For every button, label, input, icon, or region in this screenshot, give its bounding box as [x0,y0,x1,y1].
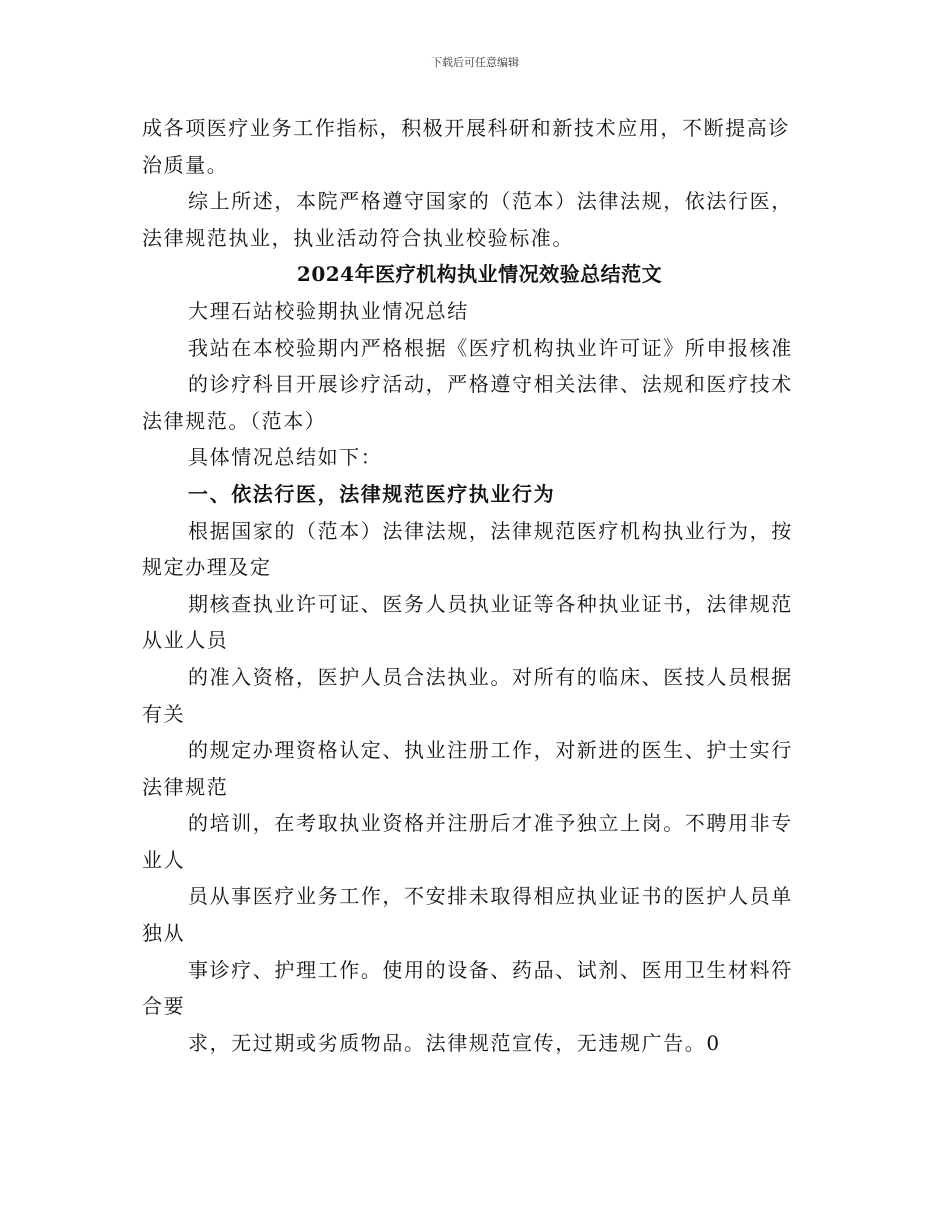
body-line: 事诊疗、护理工作。使用的设备、药品、试剂、医用卫生材料符 [188,957,793,982]
body-line: 有关 [142,701,186,726]
body-line: 法律规范。（范本） [142,408,327,433]
body-line: 的准入资格，医护人员合法执业。对所有的临床、医技人员根据 [188,664,793,689]
body-line: 期核查执业许可证、医务人员执业证等各种执业证书，法律规范 [188,591,793,616]
body-line: 的规定办理资格认定、执业注册工作，对新进的医生、护士实行 [188,738,793,763]
body-line: 法律规范执业，执业活动符合执业校验标准。 [142,225,574,250]
body-line: 规定办理及定 [142,555,272,580]
body-line: 的培训，在考取执业资格并注册后才准予独立上岗。不聘用非专 [188,811,793,836]
paragraph-start: 综上所述，本院严格遵守国家的（范本）法律法规，依法行医， [188,189,793,214]
paragraph-start: 具体情况总结如下： [188,445,383,470]
section-heading: 一、依法行医，法律规范医疗执业行为 [188,481,556,506]
document-title: 2024年医疗机构执业情况效验总结范文 [296,262,663,287]
document-body [142,110,817,1061]
body-line: 治质量。 [142,152,229,177]
body-line: 员从事医疗业务工作，不安排未取得相应执业证书的医护人员单 [188,884,793,909]
paragraph-start: 根据国家的（范本）法律法规，法律规范医疗机构执业行为，按 [188,518,793,543]
body-line: 成各项医疗业务工作指标，积极开展科研和新技术应用，不断提高诊 [142,116,790,140]
body-line: 的诊疗科目开展诊疗活动，严格遵守相关法律、法规和医疗技术 [188,372,793,397]
body-line: 从业人员 [142,628,229,653]
body-line: 合要 [142,994,186,1019]
body-line: 求，无过期或劣质物品。法律规范宣传，无违规广告。0 [188,1030,721,1055]
body-line: 业人 [142,847,186,872]
body-line: 独从 [142,921,186,946]
subtitle-line: 大理石站校验期执业情况总结 [188,298,469,323]
page-header: 下载后可任意编辑 [431,56,519,69]
body-line: 法律规范 [142,774,229,799]
paragraph-start: 我站在本校验期内严格根据《医疗机构执业许可证》所申报核准 [188,335,793,360]
